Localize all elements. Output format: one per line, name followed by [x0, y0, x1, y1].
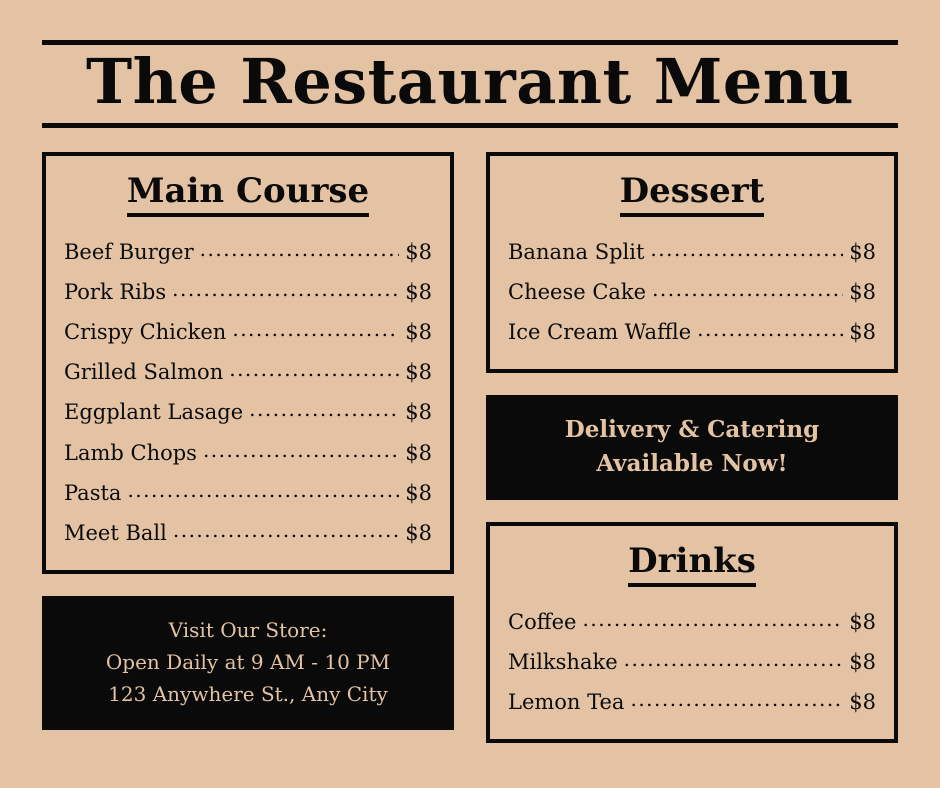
list-item [64, 271, 432, 311]
item-name: Grilled Salmon [64, 360, 224, 385]
list-item [508, 311, 876, 351]
item-name: Ice Cream Waffle [508, 320, 692, 345]
item-name: Cheese Cake [508, 280, 647, 305]
list-item [64, 432, 432, 472]
title-block [42, 40, 898, 128]
store-info-box [42, 596, 454, 730]
item-name: Meet Ball [64, 520, 167, 545]
main-course-heading-text: Main Course [127, 172, 369, 217]
dot-leader [173, 519, 399, 540]
store-info-line-1: Visit Our Store: [168, 617, 328, 642]
dot-leader [232, 318, 399, 339]
dot-leader [249, 398, 399, 419]
spacer [486, 500, 898, 522]
item-name: Lamb Chops [64, 440, 197, 465]
item-price: $8 [405, 480, 432, 505]
list-item [508, 601, 876, 641]
drinks-heading-text: Drinks [628, 542, 756, 587]
drinks-card [486, 522, 898, 743]
store-info-line-2: Open Daily at 9 AM - 10 PM [105, 649, 391, 674]
dessert-card [486, 152, 898, 373]
item-price: $8 [405, 360, 432, 385]
page-title: The Restaurant Menu [86, 45, 854, 118]
dot-leader [127, 479, 399, 500]
dot-leader [203, 439, 399, 460]
menu-columns [42, 152, 898, 743]
dot-leader [172, 278, 399, 299]
item-price: $8 [405, 520, 432, 545]
right-column [486, 152, 898, 743]
item-price: $8 [849, 690, 876, 715]
promo-line-1: Delivery & Catering [564, 416, 820, 444]
list-item [508, 681, 876, 721]
promo-box [486, 395, 898, 500]
list-item [64, 512, 432, 552]
item-name: Banana Split [508, 240, 645, 265]
item-name: Pork Ribs [64, 280, 167, 305]
item-price: $8 [405, 240, 432, 265]
item-price: $8 [405, 440, 432, 465]
dot-leader [229, 358, 399, 379]
dot-leader [624, 648, 844, 669]
drinks-heading [508, 542, 876, 587]
dessert-heading [508, 172, 876, 217]
item-name: Milkshake [508, 650, 618, 675]
item-name: Coffee [508, 610, 577, 635]
drinks-list [508, 601, 876, 721]
dessert-heading-text: Dessert [620, 172, 765, 217]
item-name: Crispy Chicken [64, 320, 227, 345]
list-item [508, 271, 876, 311]
main-course-heading [64, 172, 432, 217]
item-name: Lemon Tea [508, 690, 625, 715]
item-price: $8 [405, 320, 432, 345]
item-price: $8 [405, 400, 432, 425]
list-item [64, 231, 432, 271]
item-price: $8 [405, 280, 432, 305]
store-info-line-3: 123 Anywhere St., Any City [108, 681, 388, 706]
item-name: Beef Burger [64, 240, 194, 265]
list-item [508, 231, 876, 271]
item-name: Eggplant Lasage [64, 400, 244, 425]
left-column [42, 152, 454, 730]
dot-leader [583, 608, 844, 629]
list-item [64, 311, 432, 351]
item-price: $8 [849, 320, 876, 345]
promo-line-2: Available Now! [596, 449, 788, 477]
main-course-list [64, 231, 432, 552]
main-course-card [42, 152, 454, 574]
dot-leader [652, 278, 843, 299]
item-price: $8 [849, 610, 876, 635]
dessert-list [508, 231, 876, 351]
dot-leader [630, 688, 843, 709]
item-price: $8 [849, 240, 876, 265]
item-price: $8 [849, 280, 876, 305]
dot-leader [650, 238, 843, 259]
item-name: Pasta [64, 480, 122, 505]
item-price: $8 [849, 650, 876, 675]
list-item [64, 472, 432, 512]
list-item [64, 351, 432, 391]
dot-leader [200, 238, 400, 259]
list-item [508, 641, 876, 681]
list-item [64, 391, 432, 431]
dot-leader [697, 318, 843, 339]
